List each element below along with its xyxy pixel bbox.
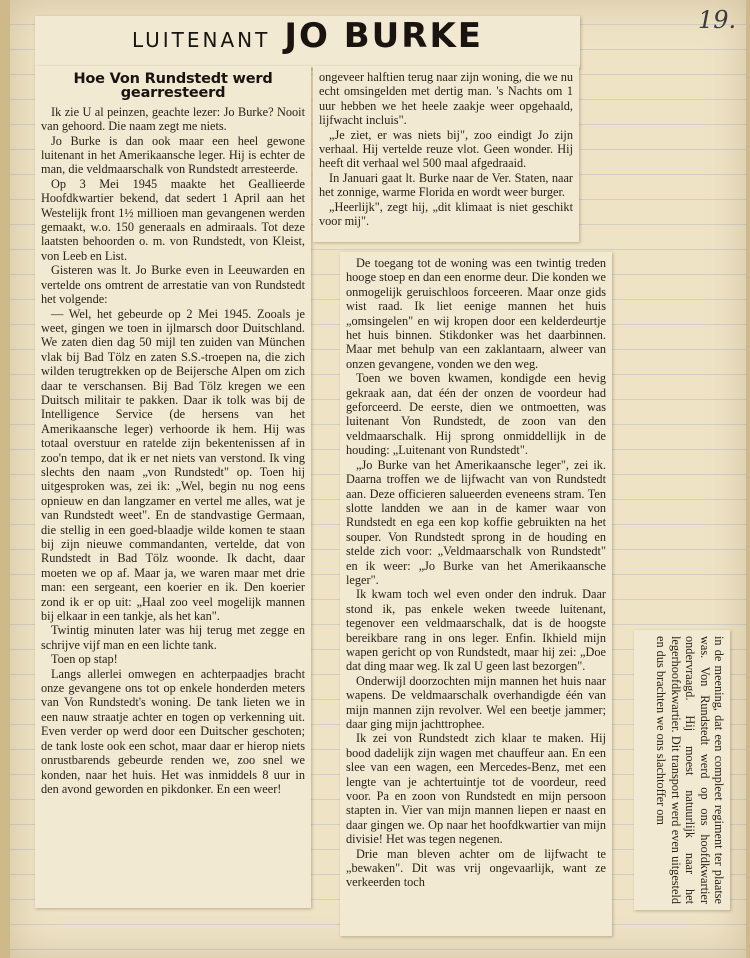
handwritten-page-number: 19.: [698, 6, 737, 34]
paragraph: ongeveer halftien terug naar zijn woning, die we nu echt omsingelden met dertig man. 's Nachts om 1 uur hebben we het heele zaakje weer opgehaald, lijfwacht incluis".: [319, 70, 573, 128]
scrapbook-page: [10, 0, 746, 958]
paragraph: Twintig minuten later was hij terug met zegge en schrijve vijf man en een lichte tank.: [41, 623, 305, 652]
paragraph: in de meening, dat een compleet regiment ter plaatse was. Von Rundstedt werd op ons hoofdkwartier ondervraagd. Hij moest natuurlijk naar het legerhoofdkwartier. Dit transport werd even uitgesteld en dus brachten we ons slachtoffer om: [654, 636, 726, 904]
paragraph: Ik kwam toch wel even onder den indruk. Daar stond ik, pas enkele weken tweede luitenant, tegenover een veldmaarschalk, dat is de hoogste bereikbare rang in ons leger. Enfin. Ikhield mijn wapen gericht op von Rundstedt, maar hij zei: „Doe dat ding maar weg. Ik zal U geen last bezorgen".: [346, 587, 606, 674]
paragraph: Langs allerlei omwegen en achterpaadjes bracht onze gevangene ons tot op enkele honderden meters van Von Rundstedt's woning. De tank lieten we in een nauw straatje achter en togen op verkenning uit. Even verder op werd door een Duitscher geschoten; de tank loste ook een schot, maar daar er hierop niets onrustbarends gebeurde renden we, zoo snel we konden, naar het huis. Het was inmiddels 8 uur in den avond geworden en pikdonker. En een weer!: [41, 666, 305, 796]
paragraph: Ik zei von Rundstedt zich klaar te maken. Hij bood dadelijk zijn wagen met chauffeur aan. En een slee van een wagen, een Mercedes-Benz, met een lengte van je achtertuintje tot de voordeur, reed voor. Pa en zoon von Rundstedt en mijn persoon stapten in. Vier van mijn mannen liepen er naast en daar gingen we. Op naar het hoofdkwartier van mijn divisie! Het was tegen negenen.: [346, 731, 606, 847]
paragraph: Onderwijl doorzochten mijn mannen het huis naar wapens. De veldmaarschalk overhandigde één van mijn mannen zijn revolver. Wel een beetje jammer; daar ging mijn jachttrophee.: [346, 673, 606, 731]
article-column-1: [35, 66, 311, 908]
paragraph: Toen we boven kwamen, kondigde een hevig gekraak aan, dat één der onzen de voordeur had geforceerd. De eerste, dien we ontmoetten, was luitenant Von Rundstedt, de zoon van den veldmaarschalk. Hij sprong onmiddellijk in de houding: „Luitenant von Rundstedt".: [346, 371, 606, 458]
paragraph: De toegang tot de woning was een twintig treden hooge stoep en dan een enorme deur. Die konden we onmogelijk geruischloos forceeren. Maar onze gids wist raad. Ik liet eenige mannen het huis „omsingelen" en wij kropen door een kelderdeurtje het huis binnen. Stikdonker was het daarbinnen. Maar met behulp van een zaklantaarn, alweer van onzen gevangene, vonden we den weg.: [346, 256, 606, 371]
paragraph: In Januari gaat lt. Burke naar de Ver. Staten, naar het zonnige, warme Florida en wordt weer burger.: [319, 170, 573, 200]
paragraph: Gisteren was lt. Jo Burke even in Leeuwarden en vertelde ons omtrent de arrestatie van von Rundstedt het volgende:: [41, 263, 305, 307]
paragraph: Op 3 Mei 1945 maakte het Geallieerde Hoofdkwartier bekend, dat sedert 1 April aan het Westelijk front 1½ millioen man gevangenen werden gemaakt, w.o. 150 generaals en admiraals. Tot deze laatsten behoorden o. m. von Rundstedt, von Kleist, von Leeb en List.: [41, 176, 305, 263]
paragraph: Jo Burke is dan ook maar een heel gewone luitenant in het Amerikaansche leger. Hij is echter de man, die veldmaarschalk von Rundstedt arresteerde.: [41, 133, 305, 177]
rotated-clipping: [634, 630, 730, 910]
paragraph: — Wel, het gebeurde op 2 Mei 1945. Zooals je weet, gingen we toen in ijlmarsch door Duitschland. We zaten dien dag 50 mijl ten zuiden van München vlak bij Bad Tölz en zaten S.S.-troepen na, die zich wilden terugtrekken op de Beijersche Alpen om zich daar te verschansen. Bij Bad Tölz kregen we een Duitsch militair te pakken. Daar ik tolk was bij de Intelligence Service (de hersens van het Amerikaansche leger) verhoorde ik hem. Hij was totaal overstuur en ratelde zijn bekentenissen af in zoo'n tempo, dat ik er net niets van verstond. Ik ving slechts den naam „von Rundstedt" op. Toen hij uitgesproken was, zei ik: „Wel, begin nu nog eens opnieuw en dan langzamer en vertel me alles, wat je van Rundstedt weet". En de standvastige Germaan, die stellig in een goed-blaadje wilde komen te staan bij zijn nieuwe commandanten, vertelde, dat von Rundstedt in Bad Tölz woonde. Ik dacht, daar moeten we op af. Maar ja, we waren maar met drie man: een sergeant, een koerier en ik. Den koerier zond ik er op uit: „Haal zoo veel mogelijk mannen bij elkaar in een tankje, als het kan".: [41, 306, 305, 624]
paragraph: „Je ziet, er was niets bij", zoo eindigt Jo zijn verhaal. Hij vertelde reuze vlot. Geen wonder. Hij heeft dit verhaal wel 500 maal afgedraaid.: [319, 127, 573, 171]
headline-rank: LUITENANT: [131, 28, 271, 52]
headline-name: JO BURKE: [284, 16, 484, 56]
article-column-2-top: [313, 66, 579, 242]
headline-clipping: [35, 16, 580, 68]
article-column-2-bottom: [340, 252, 612, 936]
paragraph: Toen op stap!: [51, 652, 118, 667]
rotated-column-text: [634, 630, 730, 910]
paragraph: Ik zie U al peinzen, geachte lezer: Jo Burke? Nooit van gehoord. Die naam zegt me niets.: [41, 104, 305, 134]
paragraph: Drie man bleven achter om de lijfwacht te „bewaken". Dit was vrij ongevaarlijk, want ze verkeerden toch: [346, 846, 606, 890]
article-title: Hoe Von Rundstedt werd gearresteerd: [73, 71, 273, 102]
paragraph: „Heerlijk", zegt hij, „dit klimaat is niet geschikt voor mij".: [319, 199, 573, 229]
paragraph: „Jo Burke van het Amerikaansche leger", zei ik. Daarna troffen we de lijfwacht van von Rundstedt aan. Deze officieren salueerden eveneens stram. Ten slotte landden we aan in de kamer waar von Rundstedt en ega een kop koffie gebruikten na het souper. Von Rundstedt sprong in de houding en stelde zich voor: „Veldmaarschalk von Rundstedt" en ik weer: „Jo Burke van het Amerikaansche leger".: [346, 457, 606, 587]
